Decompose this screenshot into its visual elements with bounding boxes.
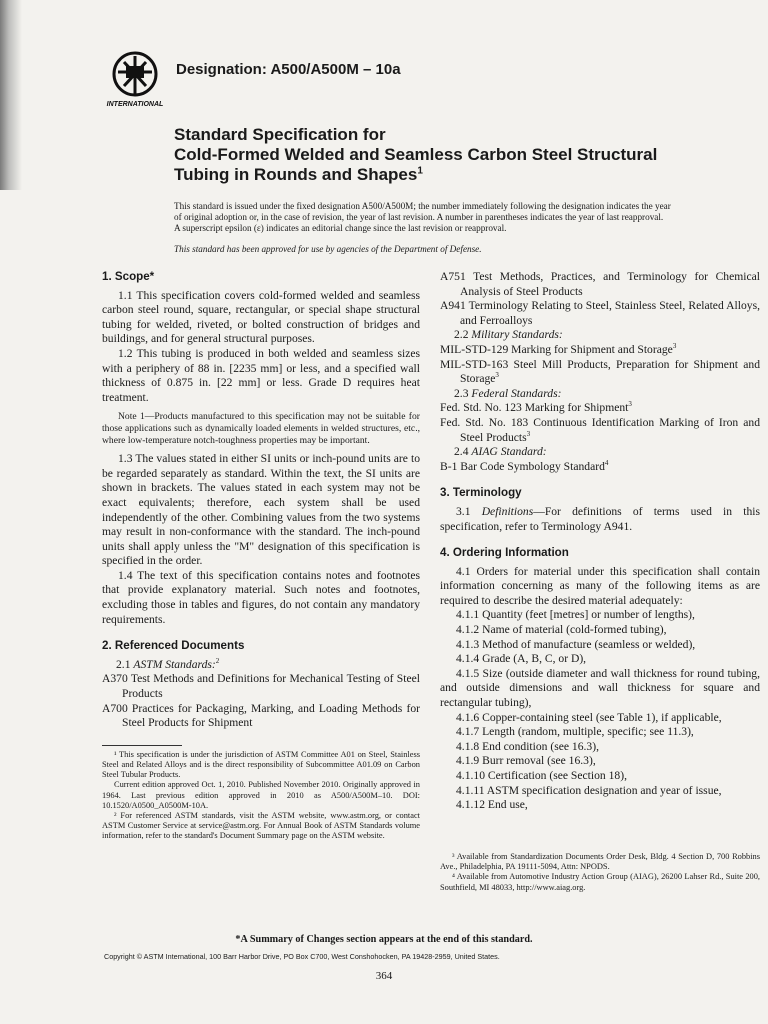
copyright-line: Copyright © ASTM International, 100 Barr Harbor Drive, PO Box C700, West Conshohocken, PA 19428-2959, United States. <box>104 952 500 961</box>
ref-b1 <box>440 460 760 475</box>
mil-num: 2.2 <box>454 328 469 342</box>
para-1-1: 1.1 This specification covers cold-formed welded and seamless carbon steel round, square, rectangular, or special shape structural tubing for welded, riveted, or bolted construction of bridges and buildings, and for general structural purposes. <box>102 288 420 346</box>
para-1-3: 1.3 The values stated in either SI units or inch-pound units are to be regarded separately as standard. Within the text, the SI units are shown in brackets. The values stated in each system may not be exact equivalents; therefore, each system shall be used independently of the other. Combining values from the two systems may result in non-conformance with the standard. The inch-pound units shall apply unless the "M" designation of this specification is specified in the order. <box>102 452 420 568</box>
document-title <box>174 125 734 185</box>
astm-standards-num: 2.1 <box>116 657 131 671</box>
title-line-2: Cold-Formed Welded and Seamless Carbon Steel Structural <box>174 145 658 164</box>
title-line-3 <box>174 165 734 185</box>
b1-text: B-1 Bar Code Symbology Standard <box>440 459 605 473</box>
aiag-standard-label <box>440 445 760 460</box>
ref-fed-183 <box>440 416 760 445</box>
footnote-1a: ¹ This specification is under the jurisdiction of ASTM Committee A01 on Steel, Stainless Steel and Related Alloys and is the direct responsibility of Subcommittee A01.09 on Carbon Steel Tubular Products. <box>102 749 420 780</box>
title-footnote-mark: 1 <box>417 165 423 177</box>
fed-183-text: Fed. Std. No. 183 Continuous Identification Marking of Iron and Steel Products <box>440 415 760 444</box>
footnote-ref-4: 4 <box>604 458 609 467</box>
fed-title: Federal Standards: <box>471 386 562 400</box>
note-1: Note 1—Products manufactured to this specification may not be suitable for those applications such as dynamically loaded elements in welded structures, etc., where low-temperature notch-toughness properties may be important. <box>102 411 420 446</box>
list-item: 4.1.4 Grade (A, B, C, or D), <box>456 652 587 666</box>
mil-title: Military Standards: <box>471 328 563 342</box>
list-item: 4.1.8 End condition (see 16.3), <box>456 739 599 753</box>
footnote-2: ² For referenced ASTM standards, visit the ASTM website, www.astm.org, or contact ASTM Customer Service at service@astm.org. For Annual Book of ASTM Standards volume information, refer to the standard's Document Summary page on the ASTM website. <box>102 811 420 841</box>
footnote-ref-2: 2 <box>215 656 220 665</box>
ordering-heading: 4. Ordering Information <box>440 546 569 560</box>
footnote-rule <box>102 745 182 746</box>
ref-a941: A941 Terminology Relating to Steel, Stainless Steel, Related Alloys, and Ferroalloys <box>440 299 760 327</box>
para-3-1 <box>440 505 760 534</box>
astm-logo <box>104 50 166 108</box>
ref-fed-123 <box>440 401 760 416</box>
issued-line-3: A superscript epsilon (ε) indicates an editorial change since the last revision or reapproval. <box>174 223 507 233</box>
list-item: 4.1.9 Burr removal (see 16.3), <box>456 754 596 768</box>
list-item: 4.1.10 Certification (see Section 18), <box>456 769 627 782</box>
issued-line-1: This standard is issued under the fixed designation A500/A500M; the number immediately following the designation indicates the year <box>174 201 671 211</box>
ref-mil-163 <box>440 358 760 387</box>
left-column <box>102 270 420 842</box>
list-item: 4.1.12 End use, <box>456 798 528 812</box>
para-4-1: 4.1 Orders for material under this specification shall contain information concerning as many of the following items as are required to describe the desired material adequately: <box>440 564 760 607</box>
ref-mil-129 <box>440 343 760 358</box>
para-3-1-text: —For definitions of terms used in this specification, refer to Terminology A941. <box>440 504 760 533</box>
list-item: 4.1.3 Method of manufacture (seamless or welded), <box>456 637 696 651</box>
summary-notice: *A Summary of Changes section appears at the end of this standard. <box>235 934 533 945</box>
fed-123-text: Fed. Std. No. 123 Marking for Shipment <box>440 401 629 415</box>
ref-a700: A700 Practices for Packaging, Marking, and Loading Methods for Steel Products for Shipment <box>102 701 420 730</box>
right-footnotes <box>440 852 760 893</box>
footnote-ref-3b: 3 <box>495 371 499 380</box>
list-item: 4.1.6 Copper-containing steel (see Table 1), if applicable, <box>456 710 722 724</box>
issued-line-2: of original adoption or, in the case of revision, the year of last revision. A number in parentheses indicates the year of last reapproval. <box>174 212 664 222</box>
mil-129-text: MIL-STD-129 Marking for Shipment and Storage <box>440 342 673 356</box>
military-standards-label <box>440 328 760 343</box>
astm-standards-title: ASTM Standards: <box>133 657 216 671</box>
list-item: 4.1.11 ASTM specification designation and year of issue, <box>456 783 722 797</box>
list-item: 4.1.2 Name of material (cold-formed tubing), <box>456 623 667 637</box>
para-1-2: 1.2 This tubing is produced in both welded and seamless sizes with a periphery of 88 in. [2235 mm] or less, and a specified wall thickness of 0.875 in. [22 mm] or less. Grade D requires heat treatment. <box>102 346 420 404</box>
designation: Designation: A500/A500M – 10a <box>176 61 401 78</box>
right-column <box>440 270 760 813</box>
dod-approval: This standard has been approved for use by agencies of the Department of Defense. <box>174 244 482 254</box>
title-line-3-text: Tubing in Rounds and Shapes <box>174 165 418 184</box>
ref-a751: A751 Test Methods, Practices, and Terminology for Chemical Analysis of Steel Products <box>440 270 760 298</box>
logo-caption: INTERNATIONAL <box>106 101 164 108</box>
aiag-num: 2.4 <box>454 445 469 459</box>
fed-num: 2.3 <box>454 386 469 400</box>
list-item: 4.1.1 Quantity (feet [metres] or number of lengths), <box>456 608 695 622</box>
para-3-1-num: 3.1 <box>456 504 471 518</box>
footnote-3: ³ Available from Standardization Documents Order Desk, Bldg. 4 Section D, 700 Robbins Ave., Philadelphia, PA 19111-5094, Attn: NPODS. <box>440 852 760 872</box>
footnote-ref-3c: 3 <box>628 400 632 409</box>
para-1-4: 1.4 The text of this specification contains notes and footnotes that provide explanatory material. Such notes and footnotes, excluding those in tables and figures, do not contain any mandatory requirements. <box>102 568 420 626</box>
astm-logo-icon <box>104 50 166 108</box>
terminology-heading: 3. Terminology <box>440 486 522 500</box>
federal-standards-label <box>440 387 760 402</box>
referenced-docs-heading: 2. Referenced Documents <box>102 639 245 653</box>
scan-shadow <box>0 0 22 190</box>
aiag-title: AIAG Standard: <box>471 445 547 459</box>
ref-a370: A370 Test Methods and Definitions for Mechanical Testing of Steel Products <box>102 672 420 701</box>
title-line-1: Standard Specification for <box>174 125 386 144</box>
mil-163-text: MIL-STD-163 Steel Mill Products, Preparation for Shipment and Storage <box>440 357 760 386</box>
footnote-ref-3d: 3 <box>526 429 531 438</box>
para-3-1-label: Definitions <box>481 504 534 518</box>
astm-standards-label <box>102 658 420 673</box>
footnote-ref-3a: 3 <box>672 342 677 351</box>
intro-block <box>174 201 734 255</box>
ordering-items <box>440 608 760 812</box>
scope-heading: 1. Scope* <box>102 270 155 283</box>
footnote-1b: Current edition approved Oct. 1, 2010. Published November 2010. Originally approved in 1964. Last previous edition approved in 2010 as A500/A500M–10. DOI: 10.1520/A0500_A0500M-10A. <box>102 780 420 810</box>
list-item: 4.1.5 Size (outside diameter and wall thickness for round tubing, and outside dimensions and wall thickness for square and rectangular tubing), <box>440 666 760 710</box>
footnote-4: ⁴ Available from Automotive Industry Action Group (AIAG), 26200 Lahser Rd., Suite 200, Southfield, MI 48033, http://www.aiag.org. <box>440 872 760 892</box>
list-item: 4.1.7 Length (random, multiple, specific; see 11.3), <box>456 725 694 739</box>
page-number: 364 <box>375 970 393 982</box>
